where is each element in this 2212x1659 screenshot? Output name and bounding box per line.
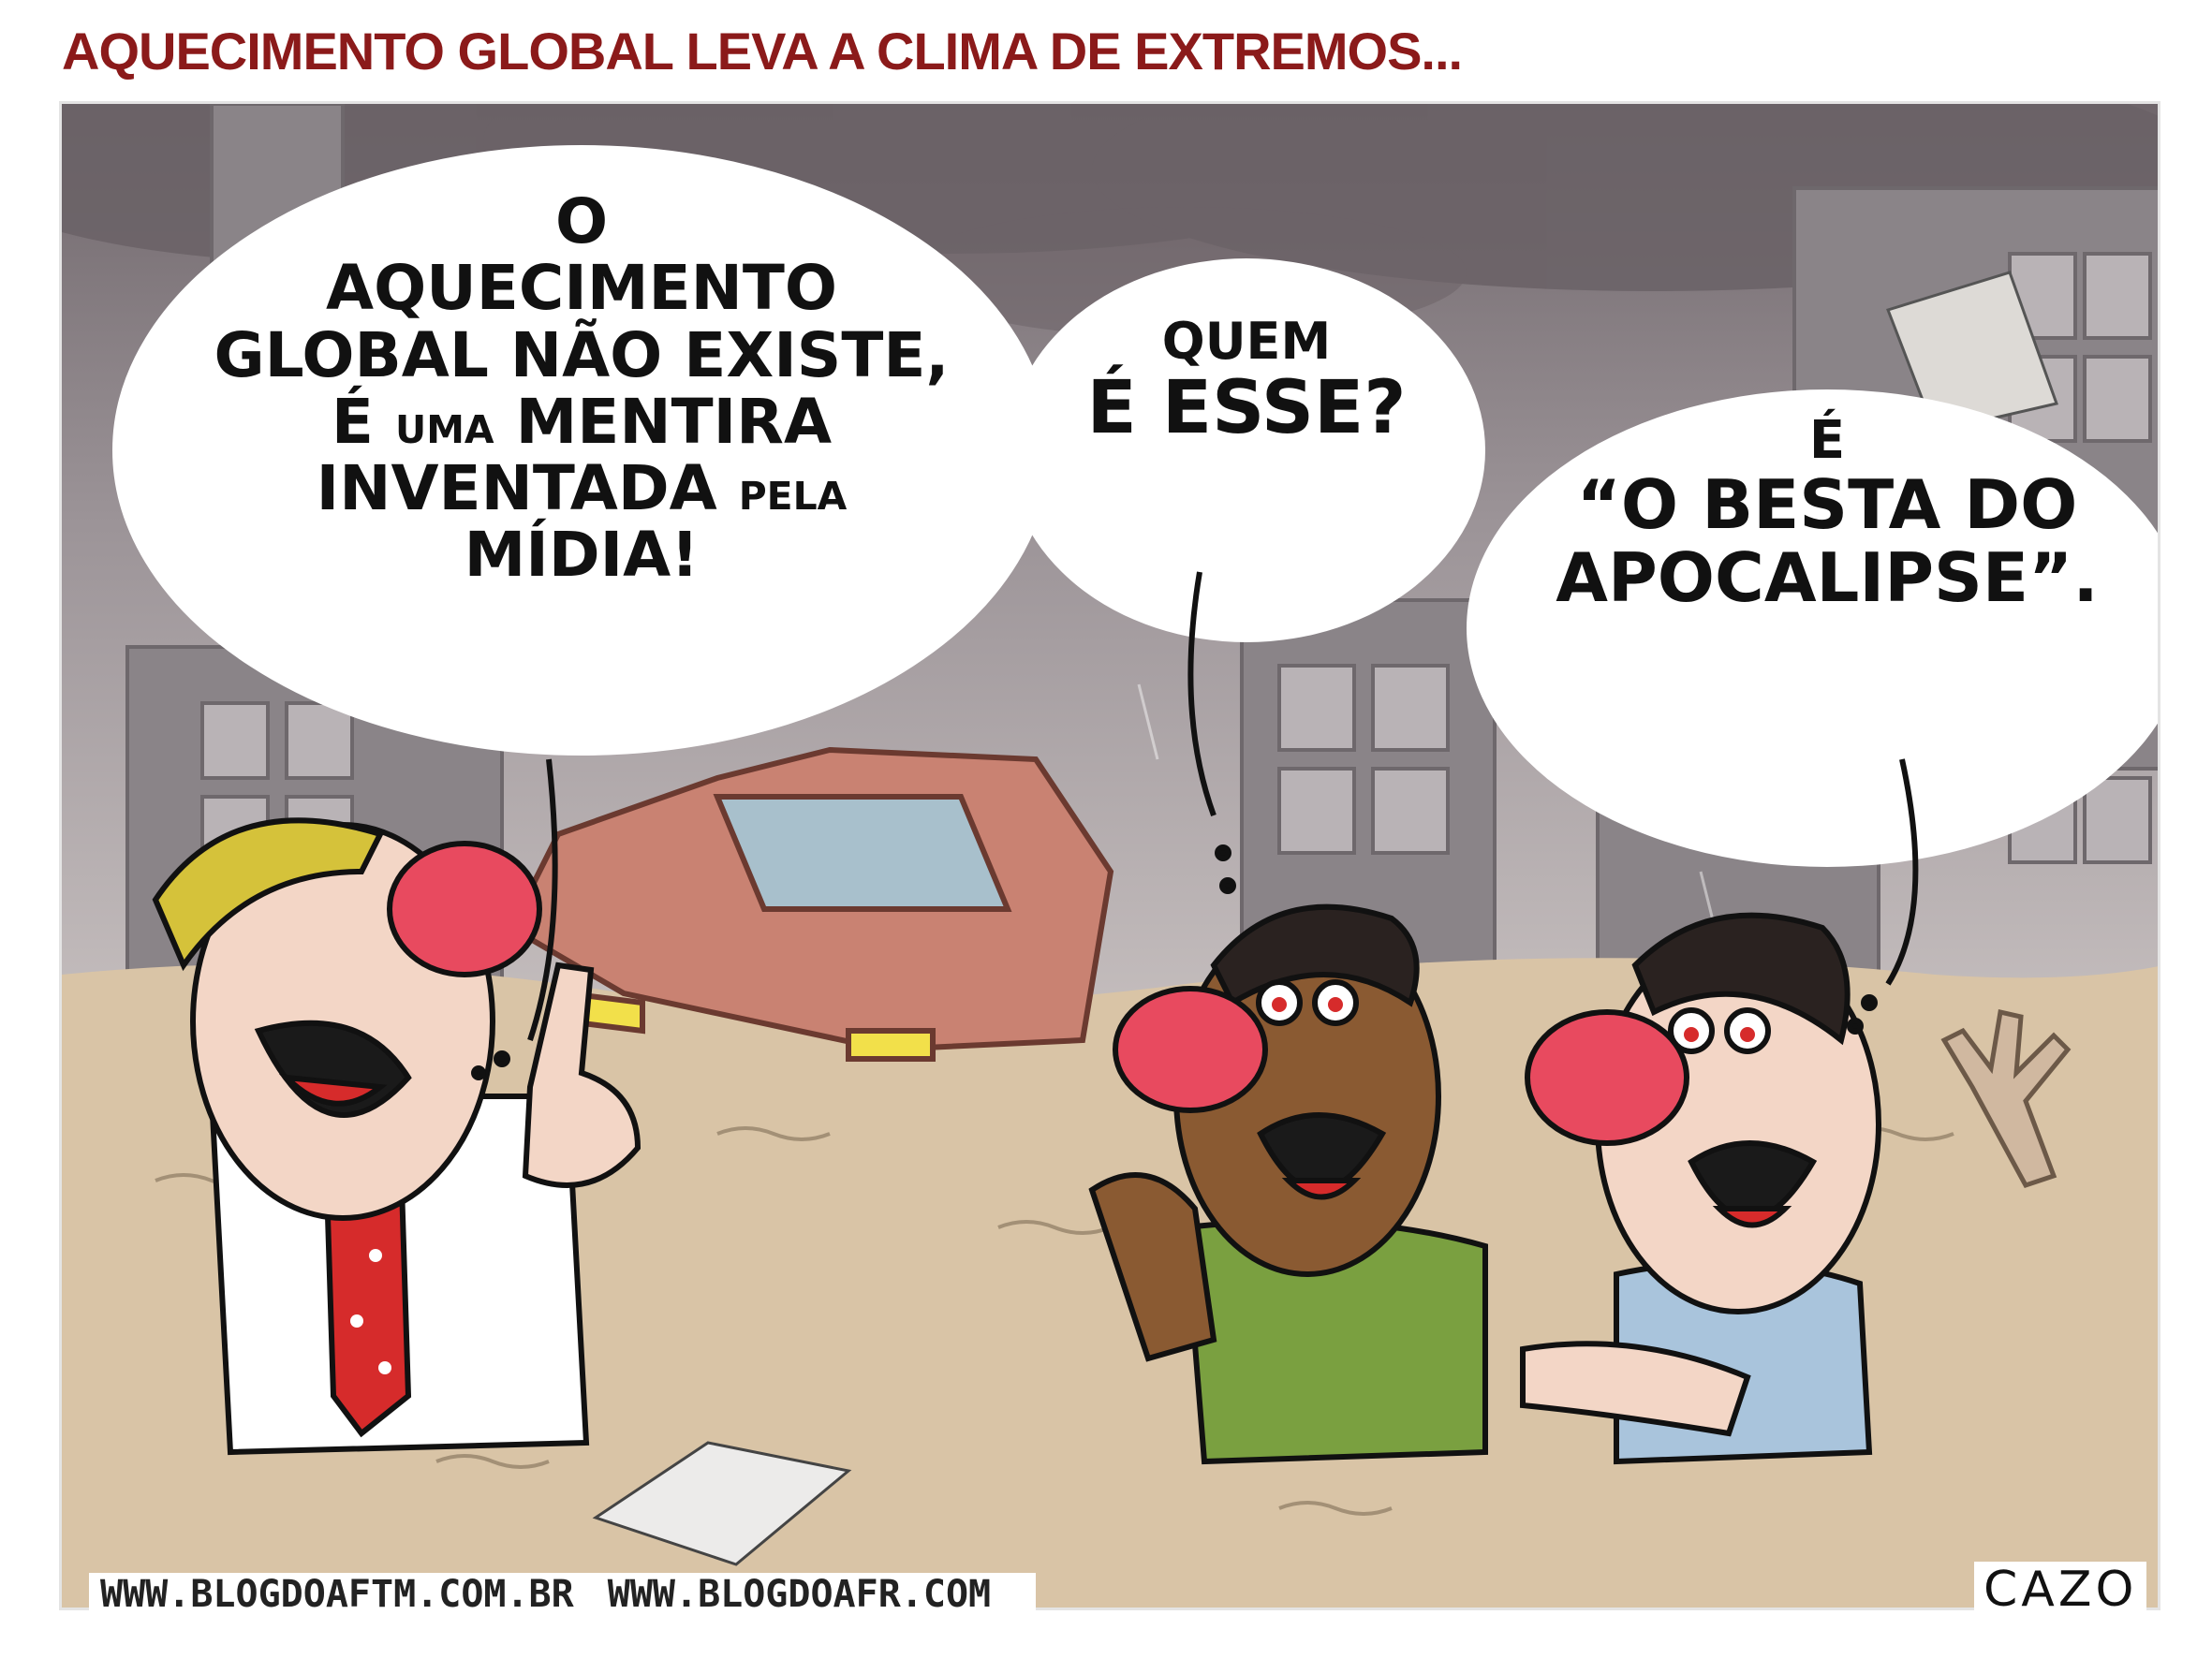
speech-text-middle [1069, 312, 1424, 451]
footer-link-blogdoafr[interactable]: WWW.BLOGDOAFR.COM [607, 1573, 992, 1616]
speech-line: QUEM [1161, 312, 1332, 371]
speech-text-right [1504, 410, 2150, 618]
footer-link-blogdoaftm[interactable]: WWW.BLOGDOAFTM.COM.BR [100, 1573, 574, 1616]
speech-word: É [331, 385, 375, 458]
speech-word: INVENTADA [316, 452, 717, 525]
speech-line: É [1808, 410, 1846, 471]
artist-signature: CAZO [1974, 1562, 2146, 1618]
speech-line: É ESSE? [1086, 366, 1407, 451]
speech-word: MENTIRA [515, 385, 833, 458]
speech-line: O [554, 185, 609, 257]
speech-line [170, 385, 994, 458]
speech-line: “O BESTA DO [1576, 465, 2078, 545]
speech-line: MÍDIA! [464, 519, 700, 592]
comic-panel [59, 101, 2160, 1610]
speech-word: PELA [738, 474, 848, 520]
speech-word: UMA [395, 406, 494, 452]
speech-text-left [170, 185, 994, 592]
comic-title: AQUECIMENTO GLOBAL LEVA A CLIMA DE EXTREMOS... [62, 22, 1463, 81]
speech-line: GLOBAL NÃO EXISTE, [214, 318, 950, 391]
footer-urls [89, 1573, 1036, 1616]
speech-line: AQUECIMENTO [326, 252, 837, 325]
speech-line: APOCALIPSE”. [1556, 538, 2099, 618]
speech-line [170, 452, 994, 525]
